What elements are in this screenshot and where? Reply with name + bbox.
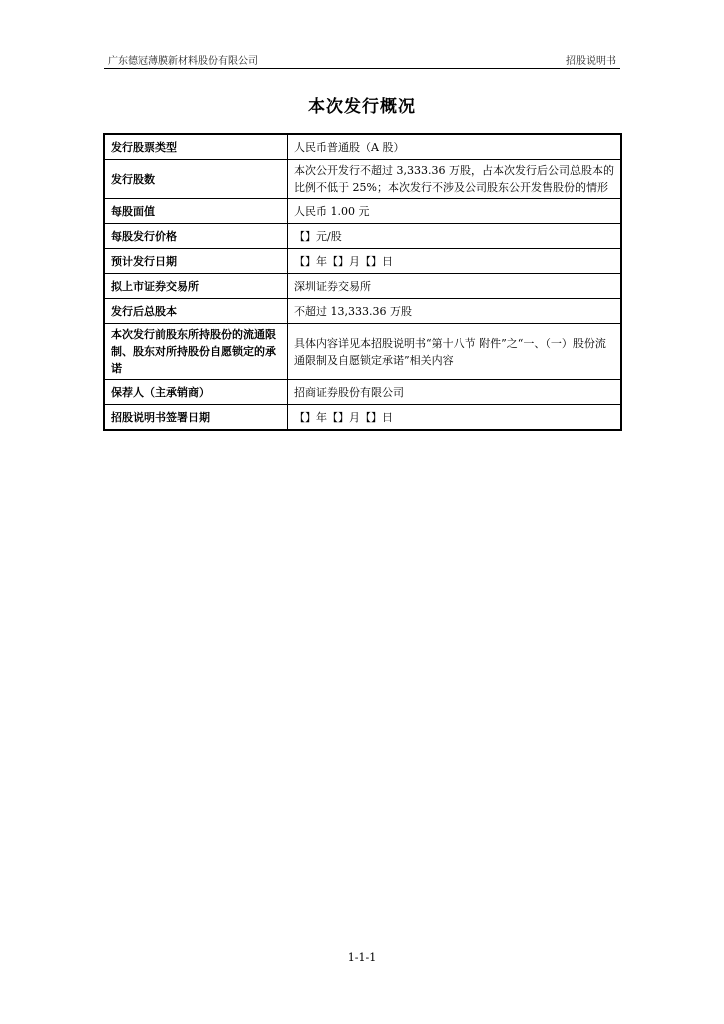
row-value: 人民币 1.00 元: [288, 199, 622, 224]
table-row: [104, 134, 621, 160]
offering-overview-table: [103, 133, 622, 431]
table-row: [104, 324, 621, 380]
row-label: 预计发行日期: [104, 249, 288, 274]
header-company-name: 广东德冠薄膜新材料股份有限公司: [108, 56, 258, 67]
row-label: 每股面值: [104, 199, 288, 224]
row-label: 每股发行价格: [104, 224, 288, 249]
table-row: [104, 199, 621, 224]
row-value: 具体内容详见本招股说明书“第十八节 附件”之“一、（一）股份流通限制及自愿锁定承诺”相关内容: [288, 324, 622, 380]
row-label: 拟上市证券交易所: [104, 274, 288, 299]
row-label: 发行后总股本: [104, 299, 288, 324]
row-label: 招股说明书签署日期: [104, 405, 288, 431]
row-value: 【】元/股: [288, 224, 622, 249]
row-label: 保荐人（主承销商）: [104, 380, 288, 405]
row-value: 招商证券股份有限公司: [288, 380, 622, 405]
table-row: [104, 274, 621, 299]
row-label: 发行股数: [104, 160, 288, 199]
row-value: 本次公开发行不超过 3,333.36 万股，占本次发行后公司总股本的比例不低于 25%；本次发行不涉及公司股东公开发售股份的情形: [288, 160, 622, 199]
table-row: [104, 249, 621, 274]
table-row: [104, 380, 621, 405]
table-row: [104, 299, 621, 324]
row-value: 【】年【】月【】日: [288, 249, 622, 274]
table-row: [104, 160, 621, 199]
page-title: 本次发行概况: [308, 97, 416, 117]
row-value: 深圳证券交易所: [288, 274, 622, 299]
row-value: 人民币普通股（A 股）: [288, 134, 622, 160]
page-header: [104, 50, 620, 69]
row-value: 【】年【】月【】日: [288, 405, 622, 431]
page-number: 1-1-1: [347, 951, 377, 964]
table-row: [104, 405, 621, 431]
row-label: 本次发行前股东所持股份的流通限制、股东对所持股份自愿锁定的承诺: [104, 324, 288, 380]
row-label: 发行股票类型: [104, 134, 288, 160]
row-value: 不超过 13,333.36 万股: [288, 299, 622, 324]
table-row: [104, 224, 621, 249]
header-document-type: 招股说明书: [566, 56, 616, 67]
